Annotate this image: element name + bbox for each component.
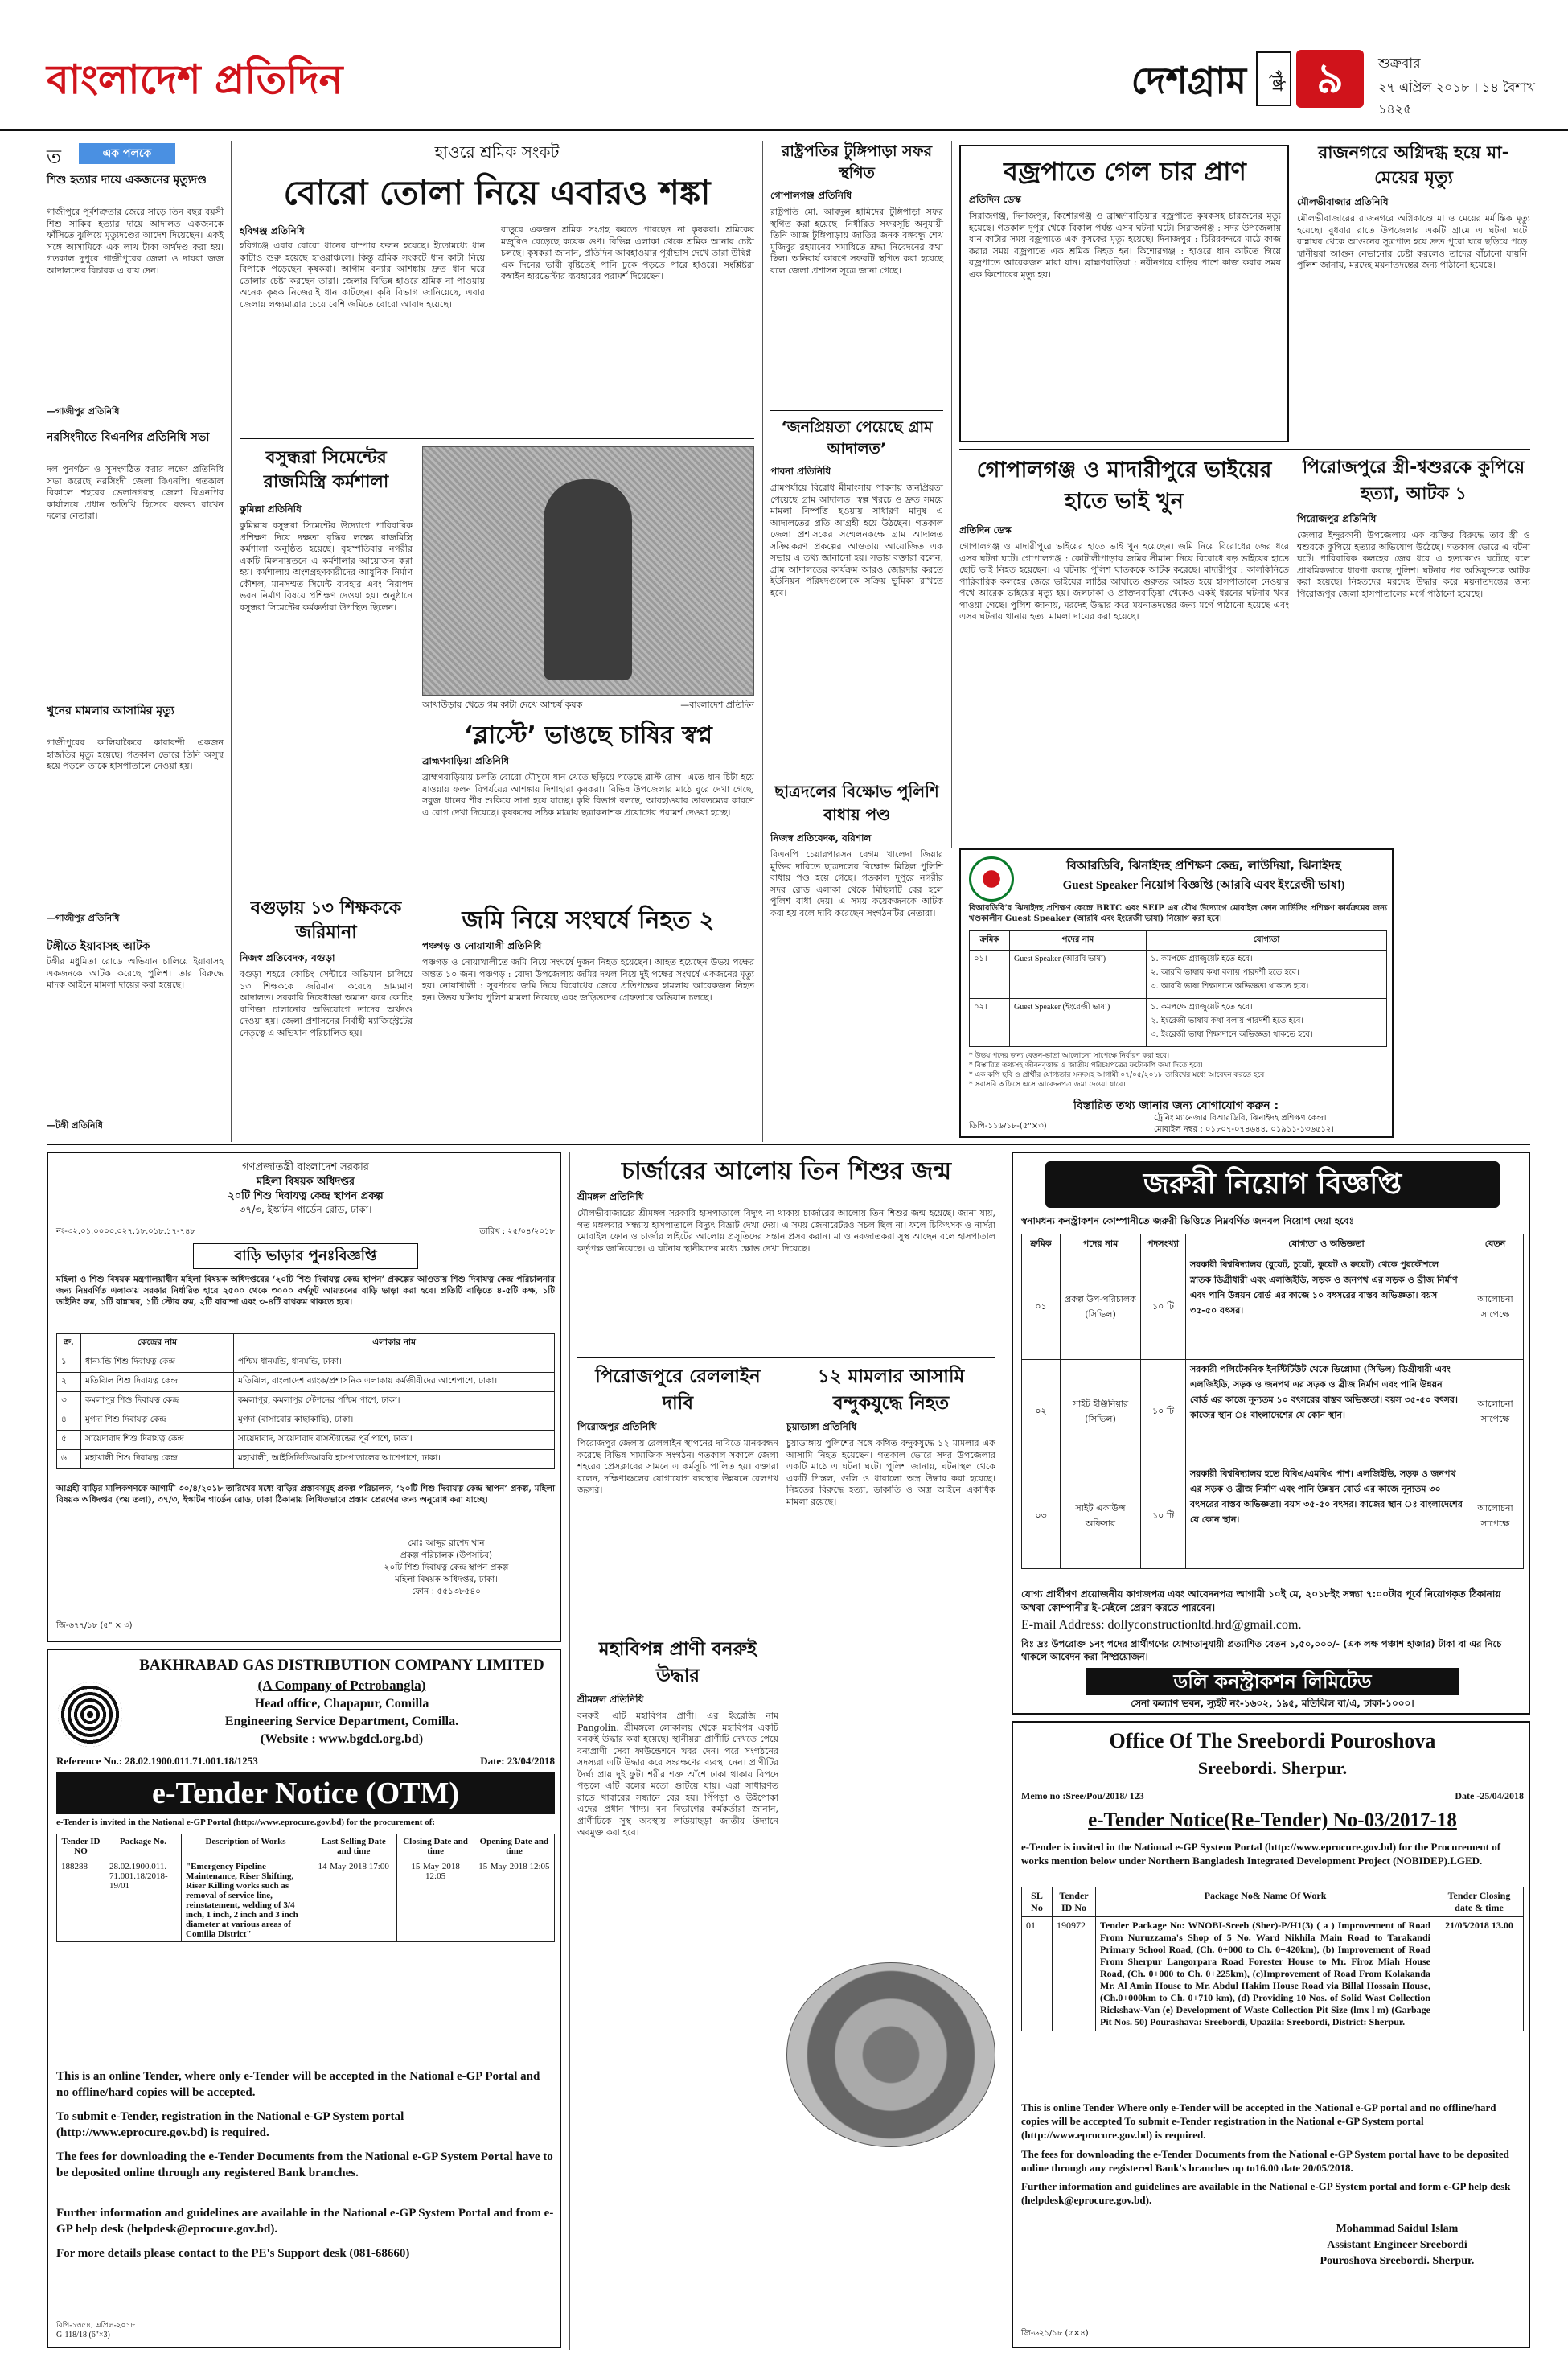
ad-code: ডিপি-১১৬/১৮-(৫"×৩) — [969, 1122, 1047, 1131]
pirojpur-murder-story — [1297, 454, 1530, 848]
divider — [959, 449, 1530, 450]
ek-polok-item — [47, 173, 224, 422]
item-byline: —গাজীপুর প্রতিনিধি — [47, 913, 120, 923]
sreebordi-tender-ad — [1012, 1721, 1530, 2348]
table-row: ৫ সায়েদাবাদ শিশু দিবাযত্ন কেন্দ্র সায়েদাবাদ, সায়েদাবাদ বাসস্ট্যান্ডের পূর্ব পাশে, ঢাকা। — [57, 1431, 555, 1450]
notice-para: This is online Tender Where only e-Tender will be accepted in the National e-GP portal and no offline/hard copies will be accepted To submit e-Tender registration in the National e-GP System portal (http://www.eprocure.gov.bd) is required. — [1021, 2101, 1496, 2141]
recruitment-table — [1021, 1234, 1524, 1571]
table-header-row — [970, 931, 1387, 951]
item-body: গাজীপুরে পূর্বশত্রুতার জেরে সাড়ে তিন বছর বয়সী শিশু সাকিব হত্যার দায়ে আদালত একজনকে ফাঁসিতে ঝুলিয়ে মৃত্যুদণ্ডের আদেশ দিয়েছেন। একই সঙ্গে আসামিকে এক লাখ টাকা অর্থদণ্ড করা হয়। গতকাল দুপুরে গাজীপুরের জেলা ও দায়রা জজ আদালতের বিচারক এ রায় দেন। — [47, 207, 224, 276]
bondukjuddho-headline: ১২ মামলার আসামি বন্দুকযুদ্ধে নিহত — [817, 1366, 965, 1414]
rajnagar-byline: মৌলভীবাজার প্রতিনিধি — [1297, 196, 1389, 207]
page-label-box — [1256, 51, 1291, 106]
col-qual: যোগ্যতা — [1147, 931, 1387, 951]
table-row: ০২ সাইট ইঞ্জিনিয়ার (সিভিল) ১০ টি সরকারী পলিটেকনিক ইনস্টিটিউট থেকে ডিপ্লোমা (সিভিল) ডিগ্রীধারী এবং এলজিইডি, সড়ক ও জনপথ এর সড়ক ও ব্রীজ নির্মাণ এবং পানি উন্নয়ন বোর্ড এর কাজে নূন্যতম ১০ বৎসরের বাস্তব অভিজ্ঞতা। বয়স ৩৫-৫০ বৎসর। কাজের স্থান ঃ বাংলাদেশের যে কোন স্থান। আলোচনা সাপেক্ষে — [1022, 1360, 1524, 1464]
dept: Engineering Service Department, Comilla. — [224, 1715, 459, 1728]
haor-story — [240, 141, 754, 430]
item-body: গাজীপুরের কালিয়াকৈরে কারাবন্দী একজন হাজতির মৃত্যু হয়েছে। গতকাল ভোরে তিনি অসুস্থ হয়ে পড়লে তাকে হাসপাতালে নেওয়া হয়। — [47, 737, 224, 771]
notice-para: The fees for downloading the e-Tender Documents from the National e-GP System portal have to be deposited online through any registered Bank's branches up to16.00 date 20/05/2018. — [1021, 2148, 1509, 2174]
item-body: দল পুনর্গঠন ও সুসংগঠিত করার লক্ষ্যে প্রতিনিধি সভা করেছে নরসিংদী জেলা বিএনপি। গতকাল বিকালে শহরের ভেলানগরস্থ জেলা বিএনপির কার্যালয়ে প্রধান অতিথি হিসেবে বক্তব্য রাখেন দলের নেতারা। — [47, 464, 224, 521]
ad-intro: স্বনামধন্য কনস্ট্রাকশন কোম্পানীতে জরুরী ভিত্তিতে নিম্নবর্ণিত জনবল নিয়োগ দেয়া হবেঃ — [1021, 1215, 1354, 1226]
ad-code: বিপি-১৩৫৪, এপ্রিল-২০১৮ — [56, 2322, 136, 2330]
ad-title: বিআরডিবি, ঝিনাইদহ প্রশিক্ষণ কেন্দ্র, লাউদিয়া, ঝিনাইদহ — [1066, 858, 1341, 873]
guest-speaker-ad — [959, 848, 1394, 1138]
ad-email[interactable]: E-mail Address: dollyconstructionltd.hrd@gmail.com. — [1021, 1618, 1302, 1632]
table-row: ৪ মুগদা শিশু দিবাযত্ন কেন্দ্র মুগদা (বাসাবোর কাছাকাছি), ঢাকা। — [57, 1411, 555, 1431]
company-address: সেনা কল্যাণ ভবন, স্যুইট নং-১৬০২, ১৯৫, মতিঝিল বা/এ, ঢাকা-১০০০। — [1131, 1698, 1414, 1709]
notice-para: Further information and guidelines are available in the National e-GP System Portal and from e-GP help desk (helpdesk@eprocure.gov.bd). — [56, 2207, 554, 2236]
farmer-photo[interactable] — [422, 446, 754, 696]
pirojpur-murder-body: জেলার ইন্দুরকানী উপজেলায় এক ব্যক্তির বিরুদ্ধে তার স্ত্রী ও শ্বশুরকে কুপিয়ে হত্যার অভিযোগ উঠেছে। গতকাল ভোরে এ ঘটনা ঘটে। পারিবারিক কলহের জের ধরে এ হত্যাকাণ্ড ঘটেছে বলে প্রাথমিকভাবে ধারণা করছে পুলিশ। ঘটনার পর অভিযুক্তকে আটক করা হয়েছে। নিহতদের মরদেহ উদ্ধার করে ময়নাতদন্তের জন্য পিরোজপুর জেলা হাসপাতালের মর্গে পাঠানো হয়েছে। — [1297, 530, 1530, 599]
ek-polok-header — [47, 141, 224, 166]
chhatradal-body: বিএনপি চেয়ারপারসন বেগম খালেদা জিয়ার মুক্তির দাবিতে ছাত্রদলের বিক্ষোভ মিছিল পুলিশি বাধায় পণ্ড হয়ে গেছে। গতকাল দুপুরে নগরীর সদর রোড এলাকা থেকে মিছিলটি বের হলে পুলিশ বাধা দেয়। এ সময় কয়েকজনকে আটক করা হয় বলে দাবি করেছেন সংগঠনটির নেতারা। — [770, 849, 943, 918]
bondukjuddho-byline: চুয়াডাঙ্গা প্রতিনিধি — [786, 1421, 857, 1432]
guest-speaker-table — [969, 930, 1387, 1059]
pangolin-headline: মহাবিপন্ন প্রাণী বনরুই উদ্ধার — [598, 1639, 757, 1686]
ad-subtitle: Guest Speaker নিয়োগ বিজ্ঞপ্তি (আরবি এবং ইংরেজী ভাষা) — [1062, 879, 1345, 892]
signer-title: Assistant Engineer Sreebordi — [1327, 2239, 1467, 2251]
ad-code: জি-৬৭৭/১৮ (৫" × ৩) — [56, 1621, 133, 1630]
ad-date: তারিখ : ২৫/০৪/২০১৮ — [479, 1227, 555, 1236]
bondukjuddho-story — [786, 1364, 995, 1629]
page-label: পৃষ্ঠা — [1270, 70, 1285, 91]
ad-notes: * উভয় পদের জন্য বেতন-ভাতা আলোচনা সাপেক্ষে নির্ধারণ করা হবে। * বিস্তারিত তথ্যসহ জীবনবৃত্তান্ত ও জাতীয় পরিচয়পত্রের ফটোকপি জমা দিতে হবে। * এক কপি ছবি ও প্রার্থীর যোগ্যতার সনদসহ আগামী ০৭/০৫/২০১৮ তারিখের মধ্যে আবেদন করতে হবে। * সরাসরি অফিসে এসে আবেদনপত্র জমা দেওয়া যাবে। — [969, 1052, 1267, 1089]
contact-line-2: মোবাইল নম্বর : ০১৮০৭-০৭৪৬৪৪, ০১৯১১-১৩৬৫১২। — [1154, 1125, 1334, 1134]
table-header-row — [57, 1334, 555, 1353]
railline-headline: পিরোজপুরে রেললাইন দাবি — [595, 1366, 761, 1414]
item-title: টঙ্গীতে ইয়াবাসহ আটক — [47, 940, 150, 953]
basundhara-byline: কুমিল্লা প্রতিনিধি — [240, 503, 302, 515]
date: Date: 23/04/2018 — [480, 1755, 555, 1767]
bogra-story — [240, 897, 413, 1142]
gram-adalot-story — [770, 417, 943, 770]
gopalganj-headline: গোপালগঞ্জ ও মাদারীপুরে ভাইয়ের হাতে ভাই খুন — [976, 458, 1272, 514]
ad-title-box: বাড়ি ভাড়ার পুনঃবিজ্ঞপ্তি — [193, 1243, 418, 1269]
doly-recruitment-ad — [1012, 1152, 1530, 1715]
cell-post: Guest Speaker (ইংরেজী ভাষা) — [1010, 999, 1147, 1047]
pangolin-byline: শ্রীমঙ্গল প্রতিনিধি — [577, 1694, 644, 1705]
jomi-body: পঞ্চগড় ও নোয়াখালীতে জমি নিয়ে সংঘর্ষে দুজন নিহত হয়েছেন। আহত হয়েছেন উভয় পক্ষের অন্তত ১০ জন। পঞ্চগড় : বোদা উপজেলায় জমির দখল নিয়ে দুই পক্ষের সংঘর্ষে একজনের মৃত্যু হয়। নোয়াখালী : সুবর্ণচরে জমি নিয়ে বিরোধের জেরে প্রতিপক্ষের হামলায় আরেকজন নিহত হন। উভয় ঘটনায় পুলিশ মামলা নিয়েছে এবং জড়িতদের গ্রেফতারে অভিযান চলছে। — [422, 957, 754, 1003]
section-rule — [47, 1144, 1530, 1145]
reference: Reference No.: 28.02.1900.011.71.001.18/1253 — [56, 1755, 258, 1767]
divider — [240, 438, 754, 439]
page-number: ৯ — [1316, 55, 1344, 103]
ad-gov: গণপ্রজাতন্ত্রী বাংলাদেশ সরকার — [242, 1161, 369, 1173]
ad-dept: মহিলা বিষয়ক অধিদপ্তর — [256, 1176, 355, 1188]
house-rent-ad — [47, 1152, 561, 1642]
item-byline: —টঙ্গী প্রতিনিধি — [47, 1120, 103, 1131]
pangolin-story — [577, 1637, 778, 2352]
col-sl: ক্রমিক — [970, 931, 1010, 951]
gopalganj-byline: প্রতিদিন ডেস্ক — [959, 524, 1012, 536]
item-title: শিশু হত্যার দায়ে একজনের মৃত্যুদণ্ড — [47, 174, 207, 187]
haor-headline: বোরো তোলা নিয়ে এবারও শঙ্কা — [283, 173, 711, 212]
rajnagar-story — [1297, 141, 1530, 442]
item-byline: —গাজীপুর প্রতিনিধি — [47, 406, 120, 417]
date: Date -25/04/2018 — [1455, 1790, 1524, 1801]
ek-polok-item — [47, 937, 224, 1138]
table-row — [970, 951, 1387, 999]
col-center: কেন্দ্রের নাম — [81, 1334, 234, 1353]
column-divider — [231, 141, 232, 1142]
table-row: 01 190972 Tender Package No: WNOBI-Sreeb (Sher)-P/H1(3) ( a ) Improvement of Road From Nuruzzama's Shop of 5 No. Ward Nikhila Main Road to Tarakandi Primary School Road, (Ch. 0+000 to Ch. 0+420km), (b) Improvement of Road From Sherpur Langorpara Road Forester House to Mr. Firoz Miah House Road, (Ch. 0+000 to Ch. 0+225km), (c)Improvement of Road From Kolakanda Mr. Al Amin House to Mr. Abdul Hakim House Road via Billal Hossain House, (Ch.0+000km to Ch. 0+710 km), (d) Providing 10 Nos. of Solid Wast Collection Rickshaw-Van (e) Development of Waste Collection Pit Size (lmx l m) (Garbage Pit Nos. 50) Pourashava: Sreebordi, Upazila: Sreebordi, District: Sherpur. 21/05/2018 13.00 — [1022, 1917, 1524, 2031]
table-row — [970, 999, 1387, 1047]
shishu-jonmo-headline: চার্জারের আলোয় তিন শিশুর জন্ম — [621, 1157, 952, 1185]
haor-kicker: হাওরে শ্রমিক সংকট — [434, 142, 560, 162]
pirojpur-murder-byline: পিরোজপুর প্রতিনিধি — [1297, 513, 1377, 524]
railline-body: পিরোজপুর জেলায় রেললাইন স্থাপনের দাবিতে মানববন্ধন করেছে বিভিন্ন সামাজিক সংগঠন। গতকাল সকালে জেলা শহরের প্রেসক্লাবের সামনে এ কর্মসূচি পালিত হয়। বক্তারা বলেন, দক্ষিণাঞ্চলের যোগাযোগ ব্যবস্থার উন্নয়নে রেলপথ জরুরি। — [577, 1438, 778, 1495]
ad-address: ৩৭/৩, ইস্কাটন গার্ডেন রোড, ঢাকা। — [239, 1204, 372, 1215]
tender-table — [56, 1834, 555, 2011]
table-header-row: ক্রমিক পদের নাম পদসংখ্যা যোগ্যতা ও অভিজ্ঞতা বেতন — [1022, 1234, 1524, 1255]
column-divider — [951, 141, 952, 848]
blast-headline: ‘ব্লাস্টে’ ভাঙছে চাষির স্বপ্ন — [464, 721, 712, 750]
jomi-headline: জমি নিয়ে সংঘর্ষে নিহত ২ — [462, 906, 715, 934]
office-name: Office Of The Sreebordi Pouroshova — [1109, 1729, 1436, 1752]
company-name: BAKHRABAD GAS DISTRIBUTION COMPANY LIMITED — [139, 1657, 544, 1674]
table-header-row: Tender ID NO Package No. Description of Works Last Selling Date and time Closing Date and time Opening Date and time — [57, 1834, 555, 1859]
col-post: পদের নাম — [1010, 931, 1147, 951]
item-body: টঙ্গীর মধুমিতা রোডে অভিযান চালিয়ে ইয়াবাসহ একজনকে আটক করেছে পুলিশ। তার বিরুদ্ধে মাদক আইনে মামলা দায়ের করা হয়েছে। — [47, 956, 224, 990]
chhatradal-byline: নিজস্ব প্রতিবেদক, বরিশাল — [770, 832, 872, 844]
bajrapat-body: সিরাজগঞ্জ, দিনাজপুর, কিশোরগঞ্জ ও ব্রাহ্মণবাড়িয়ার বজ্রপাতে কৃষকসহ চারজনের মৃত্যু হয়েছে। গতকাল দুপুর থেকে বিকাল পর্যন্ত এসব ঘটনা ঘটে। সিরাজগঞ্জ : সদর উপজেলায় ধান কাটার সময় বজ্রপাতে এক কৃষকের মৃত্যু হয়েছে। দিনাজপুর : চিরিরবন্দরে মাঠে কাজ করার সময় বজ্রপাতে এক শ্রমিক নিহত হন। কিশোরগঞ্জ : হাওরে ধান কাটতে গিয়ে বজ্রপাতে আরেকজন মারা যান। ব্রাহ্মণবাড়িয়া : নবীনগরে বাড়ির পাশে কাজ করার সময় এক কিশোরের মৃত্যু হয়। — [969, 211, 1281, 280]
photo-caption: আখাউড়ায় খেতে গম কাটা দেখে আশ্চর্য কৃষক — [422, 700, 583, 710]
company-banner: ডলি কনস্ট্রাকশন লিমিটেড — [1086, 1668, 1459, 1695]
divider — [577, 1357, 995, 1358]
section-title: দেশগ্রাম — [1131, 59, 1246, 102]
contact-title: বিস্তারিত তথ্য জানার জন্য যোগাযোগ করুন : — [1073, 1099, 1279, 1112]
shishu-jonmo-body: মৌলভীবাজারের শ্রীমঙ্গল সরকারি হাসপাতালে বিদ্যুৎ না থাকায় চার্জারের আলোয় তিন শিশুর জন্ম হয়েছে। জানা যায়, গত মঙ্গলবার সন্ধ্যায় হাসপাতালে বিদ্যুৎ বিভ্রাট দেখা দেয়। এ সময় জেনারেটরও সচল ছিল না। ফলে চিকিৎসক ও নার্সরা মোবাইল ফোন ও চার্জার লাইটের আলোয় প্রসূতিদের সন্তান প্রসব করান। মা ও নবজাতকরা সুস্থ আছেন বলে হাসপাতাল কর্তৃপক্ষ জানিয়েছে। এ ঘটনায় স্থানীয়দের মধ্যে ক্ষোভ দেখা দিয়েছে। — [577, 1208, 995, 1254]
rashtrapati-story — [770, 141, 943, 406]
page-number-badge — [1296, 50, 1364, 108]
signer-name: Mohammad Saidul Islam — [1336, 2223, 1459, 2235]
head-office: Head office, Chapapur, Comilla — [254, 1697, 429, 1711]
bajrapat-byline: প্রতিদিন ডেস্ক — [969, 194, 1021, 205]
signer-title: প্রকল্প পরিচালক (উপসচিব) — [400, 1550, 493, 1560]
ad-project: ২০টি শিশু দিবাযত্ন কেন্দ্র স্থাপন প্রকল্প — [228, 1190, 384, 1202]
bogra-byline: নিজস্ব প্রতিবেদক, বগুড়া — [240, 952, 335, 963]
website[interactable]: (Website : www.bgdcl.org.bd) — [260, 1732, 424, 1746]
cell-qual: ১. কমপক্ষে গ্র্যাজুয়েট হতে হবে। ২. ইংরেজী ভাষায় কথা বলায় পারদর্শী হতে হবে। ৩. ইংরেজী ভাষা শিক্ষাদানে অভিজ্ঞতা থাকতে হবে। — [1147, 999, 1387, 1047]
blast-story — [422, 716, 754, 885]
column-divider — [762, 141, 763, 1142]
col-sl: ক্র. — [57, 1334, 81, 1353]
divider — [770, 410, 943, 411]
signer — [1270, 2221, 1524, 2286]
table-row: ০১ প্রকল্প উপ-পরিচালক (সিভিল) ১০ টি সরকারী বিশ্ববিদ্যালয় (বুয়েট, চুয়েট, কুয়েট ও রুয়েট) থেকে পুরকৌশলে স্নাতক ডিগ্রীধারী এবং এলজিইডি, সড়ক ও জনপথ এর সড়ক ও ব্রীজ নির্মাণ এবং পানি উন্নয়ন বোর্ড এর কাজে ১০ বৎসরের বাস্তব অভিজ্ঞতা। বয়স ৩৫-৫০ বৎসর। আলোচনা সাপেক্ষে — [1022, 1255, 1524, 1360]
item-title: নরসিংদীতে বিএনপির প্রতিনিধি সভা — [47, 431, 210, 444]
ad-intro: মহিলা ও শিশু বিষয়ক মন্ত্রণালয়াধীন মহিলা বিষয়ক অধিদপ্তরের ‘২০টি শিশু দিবাযত্ন কেন্দ্র স্থাপন’ প্রকল্পের আওতায় শিশু দিবাযত্ন কেন্দ্র পরিচালনার জন্য নিম্নবর্ণিত এলাকায় সরকার নির্ধারিত হারে ২৫০০ থেকে ৩০০০ বর্গফুট আয়তনের বাড়ি ভাড়া করা হবে। প্রতিটি বাড়িতে ৪-৫টি কক্ষ, ১টি ডাইনিং রুম, ১টি রান্নাঘর, ১টি স্টোর রুম, ২টি বারান্দা এবং ৩-৪টি বাথরুম থাকতে হবে। — [56, 1275, 555, 1307]
ek-polok-item — [47, 430, 224, 696]
brdb-logo-icon — [969, 856, 1014, 902]
signer-phone: ফোন : ৫৫১৩৮৫৪০ — [412, 1587, 481, 1596]
title-bar: e-Tender Notice (OTM) — [56, 1772, 555, 1814]
notice-para: For more details please contact to the PE's Support desk (081-68660) — [56, 2247, 410, 2260]
basundhara-body: কুমিল্লায় বসুন্ধরা সিমেন্টের উদ্যোগে পারিবারিক প্রশিক্ষণ দিয়ে দক্ষতা বৃদ্ধির লক্ষ্যে রাজমিস্ত্রি কর্মশালা অনুষ্ঠিত হয়েছে। বৃহস্পতিবার নগরীর একটি মিলনায়তনে এ কর্মশালার আয়োজন করা হয়। কর্মশালায় অংশগ্রহণকারীদের আধুনিক নির্মাণ কৌশল, মানসম্মত সিমেন্ট ব্যবহার এবং নিরাপদ ভবন নির্মাণ বিষয়ে প্রশিক্ষণ দেওয়া হয়। অনুষ্ঠানে বসুন্ধরা সিমেন্টের কর্মকর্তারা উপস্থিত ছিলেন। — [240, 520, 413, 613]
ad-footer: আগ্রহী বাড়ির মালিকগণকে আগামী ৩০/৪/২০১৮ তারিখের মধ্যে বাড়ির প্রস্তাবসমূহ প্রকল্প পরিচালক, ‘২০টি শিশু দিবাযত্ন কেন্দ্র স্থাপন’ প্রকল্প, মহিলা বিষয়ক অধিদপ্তর (৩য় তলা), ৩৭/৩, ইস্কাটন গার্ডেন রোড, ঢাকা ঠিকানায় লিখিতভাবে প্রস্তাব প্রেরণের জন্য অনুরোধ করা যাচ্ছে। — [56, 1484, 555, 1505]
ad-code: G-118/18 (6"×3) — [56, 2331, 110, 2339]
table-row: ১ ধানমন্ডি শিশু দিবাযত্ন কেন্দ্র পশ্চিম ধানমন্ডি, ধানমন্ডি, ঢাকা। — [57, 1353, 555, 1373]
cell-sl: ০১। — [970, 951, 1010, 999]
shishu-jonmo-story — [577, 1152, 995, 1353]
notice-title: e-Tender Notice(Re-Tender) No-03/2017-18 — [1088, 1809, 1457, 1831]
swirl-icon: ত — [47, 146, 62, 168]
masthead — [0, 0, 1568, 129]
table-row: 188288 28.02.1900.011. 71.001.18/2018- 19/01 "Emergency Pipeline Maintenance, Riser Shifting, Riser Killing works such as removal of service line, reinstatement, welding of 3/4 inch, 1 inch, 2 inch and 3 inch diameter at various areas of Comilla District" 14-May-2018 17:00 15-May-2018 12:05 15-May-2018 12:05 — [57, 1859, 555, 1942]
blast-byline: ব্রাহ্মণবাড়িয়া প্রতিনিধি — [422, 755, 510, 766]
rashtrapati-byline: গোপালগঞ্জ প্রতিনিধি — [770, 190, 852, 201]
bakhrabad-tender-ad — [47, 1649, 561, 2348]
signer-project: ২০টি শিশু দিবাযত্ন কেন্দ্র স্থাপন প্রকল্প — [384, 1563, 509, 1572]
bgdcl-logo-icon — [58, 1682, 122, 1747]
gopalganj-body: গোপালগঞ্জ ও মাদারীপুরে ভাইয়ের হাতে ভাই খুন হয়েছেন। জমি নিয়ে বিরোধের জের ধরে এসব ঘটনা ঘটে। গোপালগঞ্জ : কোটালীপাড়ায় জমির সীমানা নিয়ে বিরোধে বড় ভাইয়ের হাতে ছোট ভাই নিহত হয়েছেন। এ ঘটনায় পুলিশ ঘাতককে আটক করেছে। মাদারীপুর : কালকিনিতে পারিবারিক কলহের জেরে ভাইয়ের লাঠির আঘাতে গুরুতর আহত হয়ে হাসপাতালে নেওয়ার পথে আরেক ভাইয়ের মৃত্যু হয়। জলঢাকা ও প্রাক্তনবাড়িয়া থেকেও একই ধরনের ঘটনার খবর পাওয়া গেছে। পুলিশ জানায়, মরদেহ উদ্ধার করে ময়নাতদন্তের জন্য মর্গে পাঠানো হয়েছে এবং এসব ঘটনায় থানায় হত্যা মামলা দায়ের করা হয়েছে। — [959, 541, 1289, 622]
rajnagar-headline: রাজনগরে অগ্নিদগ্ধ হয়ে মা-মেয়ের মৃত্যু — [1318, 143, 1509, 188]
blast-body: ব্রাহ্মণবাড়িয়ায় চলতি বোরো মৌসুমে ধান খেতে ছড়িয়ে পড়েছে ব্লাস্ট রোগ। এতে ধান চিটা হয়ে যাওয়ায় ফলন বিপর্যয়ের আশঙ্কায় দিশাহারা কৃষকরা। বিভিন্ন উপজেলার মাঠে ঘুরে দেখা গেছে, সবুজ ধানের শীষ শুকিয়ে সাদা হয়ে যাচ্ছে। কৃষি বিভাগ বলছে, আবহাওয়ার তারতম্যের কারণে এ রোগ দেখা দিয়েছে। কৃষকদের সঠিক মাত্রায় ছত্রাকনাশক প্রয়োগের পরামর্শ দেওয়া হচ্ছে। — [422, 772, 754, 818]
tender-table — [1021, 1887, 1524, 2088]
table-row: ২ মতিঝিল শিশু দিবাযত্ন কেন্দ্র মতিঝিল, বাংলাদেশ ব্যাংক/প্রশাসনিক এলাকায় কর্মজীবীদের আশেপাশে, ঢাকা। — [57, 1373, 555, 1392]
company-subtitle: (A Company of Petrobangla) — [257, 1678, 426, 1693]
jomi-byline: পঞ্চগড় ও নোয়াখালী প্রতিনিধি — [422, 940, 542, 951]
gram-adalot-body: গ্রামপর্যায়ে বিরোধ মীমাংসায় পাবনায় জনপ্রিয়তা পেয়েছে গ্রাম আদালত। স্বল্প খরচে ও দ্রুত সময়ে মামলা নিষ্পত্তি হওয়ায় সাধারণ মানুষ এ আদালতের প্রতি আগ্রহী হয়ে উঠছেন। গতকাল জেলা প্রশাসকের সম্মেলনকক্ষে গ্রাম আদালত সক্রিয়করণ প্রকল্পের আওতায় আয়োজিত এক সভায় এ তথ্য জানানো হয়। সভায় বক্তারা বলেন, গ্রাম আদালতের কার্যক্রম আরও জোরদার করতে ইউনিয়ন পরিষদগুলোকে সক্রিয় ভূমিকা রাখতে হবে। — [770, 483, 943, 598]
haor-body-1: হবিগঞ্জে এবার বোরো ধানের বাম্পার ফলন হয়েছে। ইতোমধ্যে ধান কাটাও শুরু হয়েছে হাওরাঞ্চলে। কিন্তু শ্রমিক সংকটে ধান কাটা নিয়ে বিপাকে পড়েছেন কৃষকরা। আগাম বন্যার আশঙ্কায় দ্রুত ধান ঘরে তোলার চেষ্টা করছেন তারা। জেলার বিভিন্ন হাওরে শ্রমিক না পাওয়ায় অনেক কৃষক নিজেরাই ধান কাটছেন। কৃষি বিভাগ জানিয়েছে, এবার জেলায় লক্ষ্যমাত্রার চেয়ে বেশি জমিতে বোরো আবাদ হয়েছে। — [240, 240, 485, 310]
ek-polok-tag: এক পলকে — [79, 143, 175, 164]
bondukjuddho-body: চুয়াডাঙ্গায় পুলিশের সঙ্গে কথিত বন্দুকযুদ্ধে ১২ মামলার এক আসামি নিহত হয়েছেন। গতকাল ভোরে সদর উপজেলার একটি মাঠে এ ঘটনা ঘটে। পুলিশ জানায়, ঘটনাস্থল থেকে একটি পিস্তল, গুলি ও ধারালো অস্ত্র উদ্ধার করা হয়েছে। নিহতের বিরুদ্ধে হত্যা, ডাকাতি ও অস্ত্র আইনে একাধিক মামলা রয়েছে। — [786, 1438, 995, 1507]
weekday: শুক্রবার — [1378, 55, 1421, 72]
cell-qual: ১. কমপক্ষে গ্র্যাজুয়েট হতে হবে। ২. আরবি ভাষায় কথা বলায় পারদর্শী হতে হবে। ৩. আরবি ভাষা শিক্ষাদানে অভিজ্ঞতা থাকতে হবে। — [1147, 951, 1387, 999]
cell-post: Guest Speaker (আরবি ভাষা) — [1010, 951, 1147, 999]
masthead-rule — [0, 129, 1568, 131]
table-row: ০৩ সাইট একাউন্স অফিসার ১০ টি সরকারী বিশ্ববিদ্যালয় হতে বিবিএ/এমবিএ পাশ। এলজিইডি, সড়ক ও জনপথ এর সড়ক ও ব্রীজ নির্মাণ এবং পানি উন্নয়ন বোর্ড এর কাজে নূন্যতম ৩০ বৎসরের বাস্তব অভিজ্ঞতা। বয়স ৩৫-৫০ বৎসর। কাজের স্থান ঃ বাংলাদেশের যে কোন স্থান। আলোচনা সাপেক্ষে — [1022, 1464, 1524, 1569]
notice-para: To submit e-Tender, registration in the National e-GP System portal (http://www.eprocure.gov.bd) is required. — [56, 2110, 404, 2139]
column-divider — [569, 1152, 570, 2350]
signer-org: Pouroshova Sreebordi. Sherpur. — [1320, 2255, 1475, 2267]
basundhara-headline: বসুন্ধরা সিমেন্টের রাজমিস্ত্রি কর্মশালা — [263, 448, 389, 492]
cell-sl: ০২। — [970, 999, 1010, 1047]
ad-memo: নং-৩২.০১.০০০০.০২৭.১৮.০১৮.১৭-৭৪৮ — [56, 1227, 195, 1236]
rashtrapati-headline: রাষ্ট্রপতির টুঙ্গিপাড়া সফর স্থগিত — [781, 142, 933, 182]
ad-title-banner: জরুরী নিয়োগ বিজ্ঞপ্তি — [1045, 1161, 1500, 1208]
basundhara-story — [240, 446, 413, 893]
notice-para: Further information and guidelines are available in the National e-GP System portal and form e-GP help desk (helpdesk@eprocure.gov.bd). — [1021, 2180, 1511, 2206]
ad-intro: বিআরডিবি’র ঝিনাইদহ প্রশিক্ষণ কেন্দ্রে BRTC এবং SEIP এর যৌথ উদ্যোগে মোবাইল ফোন সার্ভিসিং প্রশিক্ষণ কার্যক্রমের জন্য খণ্ডকালীন Guest Speaker (আরবি এবং ইংরেজী ভাষা) নিয়োগ করা হবে। — [969, 904, 1387, 923]
shishu-jonmo-byline: শ্রীমঙ্গল প্রতিনিধি — [577, 1191, 644, 1202]
center-table — [56, 1333, 555, 1478]
chhatradal-story — [770, 780, 943, 1142]
table-header-row: SL No Tender ID No Package No& Name Of Work Tender Closing date & time — [1022, 1887, 1524, 1917]
railline-story — [577, 1364, 778, 1629]
photo-credit: —বাংলাদেশ প্রতিদিন — [680, 700, 754, 710]
intro: e-Tender is invited in the National e-GP Portal (http://www.eprocure.gov.bd) for the procurement of: — [56, 1817, 436, 1827]
ad-special: বিঃ দ্রঃ উপরোক্ত ১নং পদের প্রার্থীগণের যোগ্যতানুযায়ী প্রত্যাশিত বেতন ১,৫০,০০০/- (এক লক্ষ পঞ্চাশ হাজার) টাকা বা এর নিচে থাকলে আবেদন করা নিষ্প্রয়োজন। — [1021, 1638, 1502, 1662]
pangolin-body: বনরুই। এটি মহাবিপন্ন প্রাণী। এর ইংরেজি নাম Pangolin. শ্রীমঙ্গলে লোকালয় থেকে মহাবিপন্ন একটি বনরুই উদ্ধার করা হয়েছে। স্থানীয়রা প্রাণীটি দেখতে পেয়ে বন্যপ্রাণী সেবা ফাউন্ডেশনে খবর দেন। পরে সংগঠনের সদস্যরা এটি উদ্ধার করে সংরক্ষণের ব্যবস্থা নেন। প্রাণীটির দৈর্ঘ্য প্রায় দুই ফুট। শরীর শক্ত আঁশে ঢাকা থাকায় বিপদে পড়লে এটি বলের মতো গুটিয়ে যায়। এরা সাধারণত রাতে খাবারের সন্ধানে বের হয়। পিঁপড়া ও উইপোকা এদের প্রধান খাদ্য। বন বিভাগের কর্মকর্তারা জানান, প্রাণীটিকে সুস্থ অবস্থায় লাউয়াছড়া জাতীয় উদ্যানে অবমুক্ত করা হবে। — [577, 1711, 778, 1838]
gopalganj-story — [959, 454, 1289, 840]
col-area: এলাকার নাম — [234, 1334, 555, 1353]
ek-polok-column — [47, 141, 224, 1142]
bogra-headline: বগুড়ায় ১৩ শিক্ষককে জরিমানা — [250, 898, 402, 943]
railline-byline: পিরোজপুর প্রতিনিধি — [577, 1421, 657, 1432]
ad-apply: যোগ্য প্রার্থীগণ প্রয়োজনীয় কাগজপত্র এবং আবেদনপত্র আগামী ১০ই মে, ২০১৮ইং সন্ধ্যা ৭:০০টার পূর্বে নিয়োগকৃত ঠিকানায় অথবা কোম্পানীর ই-মেইলে প্রেরণ করতে পারবেন। — [1021, 1588, 1501, 1613]
chhatradal-headline: ছাত্রদলের বিক্ষোভ পুলিশি বাধায় পণ্ড — [774, 782, 939, 824]
pirojpur-murder-headline: পিরোজপুরে স্ত্রী-শ্বশুরকে কুপিয়ে হত্যা, আটক ১ — [1302, 458, 1525, 504]
table-row: ৬ মহাখালী শিশু দিবাযত্ন কেন্দ্র মহাখালী, আইসিডিডিআরবি হাসপাতালের আশেপাশে, ঢাকা। — [57, 1450, 555, 1469]
office-place: Sreebordi. Sherpur. — [1197, 1758, 1348, 1778]
notice-para: This is an online Tender, where only e-Tender will be accepted in the National e-GP Portal and no offline/hard copies will be accepted. — [56, 2070, 540, 2099]
paper-logo[interactable]: বাংলাদেশ প্রতিদিন — [47, 56, 343, 103]
rajnagar-body: মৌলভীবাজারের রাজনগরে অগ্নিকাণ্ডে মা ও মেয়ের মর্মান্তিক মৃত্যু হয়েছে। বুধবার রাতে উপজেলার একটি গ্রামে এ ঘটনা ঘটে। রান্নাঘর থেকে আগুনের সূত্রপাত হয়ে দ্রুত পুরো ঘরে ছড়িয়ে পড়ে। স্থানীয়রা আগুন নেভানোর চেষ্টা করলেও তাদের বাঁচানো যায়নি। পুলিশ জানায়, মরদেহ ময়নাতদন্তের জন্য পাঠানো হয়েছে। — [1297, 213, 1530, 270]
haor-body-2: বাড়ুরে একজন শ্রমিক সংগ্রহ করতে পারছেন না কৃষকরা। শ্রমিকের মজুরিও বেড়েছে কয়েক গুণ। বিভিন্ন এলাকা থেকে শ্রমিক আনার চেষ্টা চলছে। কৃষকরা জানান, প্রতিদিন আবহাওয়ার পূর্বাভাস দেখে তারা উদ্বিগ্ন। এক দিনের ভারী বৃষ্টিতেই পানি ঢুকে পড়তে পারে হাওরে। সংশ্লিষ্টরা কম্বাইন হারভেস্টার ব্যবহারের পরামর্শ দিয়েছেন। — [501, 224, 754, 281]
bajrapat-story — [959, 145, 1289, 442]
pangolin-photo[interactable] — [786, 1962, 995, 2147]
intro: e-Tender is invited in the National e-GP System Portal (http://www.eprocure.gov.bd) for the Procurement of works mention below under Northern Bangladesh Integrated Development Project (NOBIDEP).LGED. — [1021, 1841, 1501, 1867]
gram-adalot-byline: পাবনা প্রতিনিধি — [770, 466, 831, 477]
ad-code: জি-৬২১/১৮ (৫×৪) — [1021, 2329, 1089, 2338]
table-row: ৩ কমলাপুর শিশু দিবাযত্ন কেন্দ্র কমলাপুর, কমলাপুর স্টেশনের পশ্চিম পাশে, ঢাকা। — [57, 1392, 555, 1411]
jomi-story — [422, 893, 754, 1142]
memo: Memo no :Sree/Pou/2018/ 123 — [1021, 1790, 1144, 1801]
rashtrapati-body: রাষ্ট্রপতি মো. আবদুল হামিদের টুঙ্গিপাড়া সফর স্থগিত করা হয়েছে। নির্ধারিত সফরসূচি অনুযায়ী তিনি আজ টুঙ্গিপাড়ায় জাতির জনক বঙ্গবন্ধু শেখ মুজিবুর রহমানের সমাধিতে শ্রদ্ধা নিবেদনের কথা ছিল। অনিবার্য কারণে সফরটি স্থগিত করা হয়েছে বলে জেলা প্রশাসন সূত্রে জানা গেছে। — [770, 207, 943, 276]
issue-date: ২৭ এপ্রিল ২০১৮ । ১৪ বৈশাখ ১৪২৫ — [1378, 80, 1535, 117]
bajrapat-headline: বজ্রপাতে গেল চার প্রাণ — [1004, 156, 1246, 187]
notice-para: The fees for downloading the e-Tender Documents from the National e-GP System Portal have to be deposited online through any registered Bank branches. — [56, 2150, 553, 2179]
ek-polok-item — [47, 704, 224, 929]
signer-name: মোঃ আব্দুর রাশেদ খান — [408, 1538, 485, 1548]
haor-byline: হবিগঞ্জ প্রতিনিধি — [240, 225, 305, 236]
item-title: খুনের মামলার আসামির মৃত্যু — [47, 704, 174, 717]
gram-adalot-headline: ‘জনপ্রিয়তা পেয়েছে গ্রাম আদালত’ — [781, 418, 933, 458]
signer — [338, 1538, 555, 1618]
contact-line-1: ট্রেনিং ম্যানেজার বিআরডিবি, ঝিনাইদহ প্রশিক্ষণ কেন্দ্র। — [1154, 1114, 1327, 1123]
bogra-body: বগুড়া শহরে কোচিং সেন্টারে অভিযান চালিয়ে ১৩ শিক্ষককে জরিমানা করেছে ভ্রাম্যমাণ আদালত। সরকারি নিষেধাজ্ঞা অমান্য করে কোচিং বাণিজ্য চালানোর অভিযোগে তাদের অর্থদণ্ড দেওয়া হয়। জেলা প্রশাসনের নির্বাহী ম্যাজিস্ট্রেটের নেতৃত্বে এ অভিযান পরিচালিত হয়। — [240, 969, 413, 1038]
farmer-figure — [544, 479, 632, 680]
signer-dept: মহিলা বিষয়ক অধিদপ্তর, ঢাকা। — [395, 1575, 498, 1584]
